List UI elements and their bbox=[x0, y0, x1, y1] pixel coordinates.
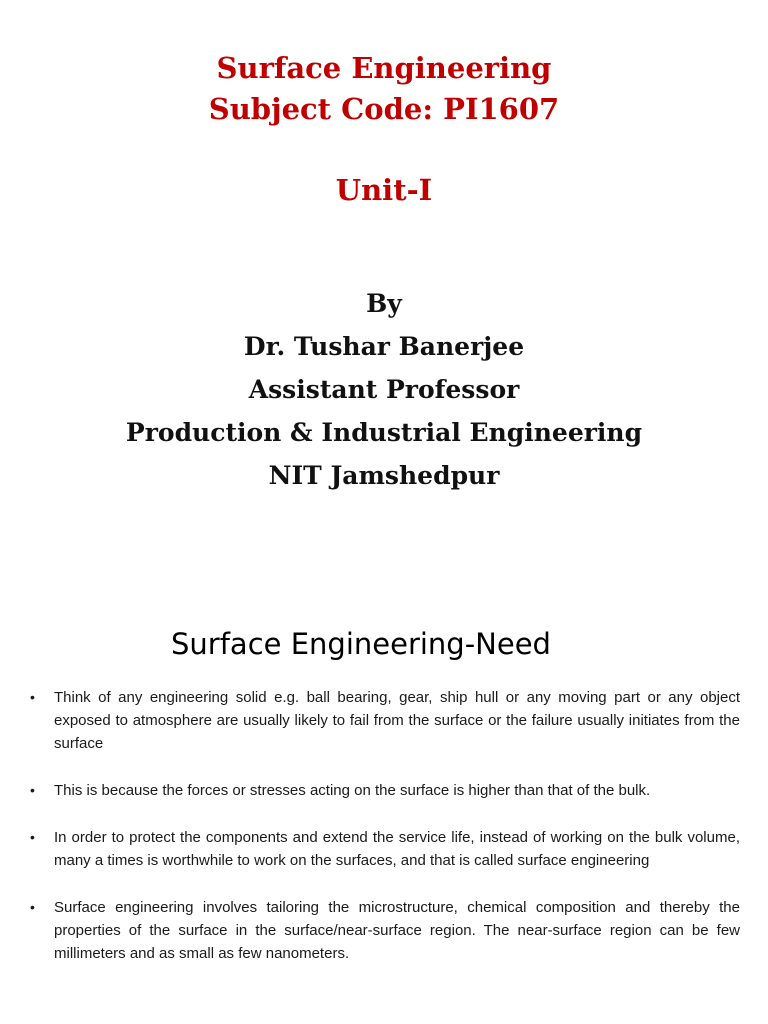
list-item bbox=[30, 896, 740, 965]
bullet-icon: • bbox=[30, 689, 35, 705]
author-institute: NIT Jamshedpur bbox=[268, 461, 500, 490]
author-block bbox=[0, 282, 768, 497]
unit-block bbox=[0, 170, 768, 211]
list-item bbox=[30, 826, 740, 872]
bullet-icon: • bbox=[30, 782, 35, 798]
bullet-text: This is because the forces or stresses acting on the surface is higher than that of the bulk. bbox=[54, 782, 651, 799]
bullet-icon: • bbox=[30, 899, 35, 915]
subject-code: Subject Code: PI1607 bbox=[208, 92, 560, 126]
list-item bbox=[30, 686, 740, 755]
course-title-block bbox=[0, 48, 768, 130]
bullet-icon: • bbox=[30, 829, 35, 845]
slide-heading: Surface Engineering-Need bbox=[171, 627, 551, 661]
need-slide bbox=[0, 596, 768, 1024]
list-item bbox=[30, 779, 740, 802]
by-label: By bbox=[366, 289, 402, 318]
author-department: Production & Industrial Engineering bbox=[125, 418, 643, 447]
bullet-text: Surface engineering involves tailoring the microstructure, chemical composition and thereby the properties of the surface in the surface/near-surface region. The near-surface region can be few millimeters and as small as few nanometers. bbox=[54, 899, 740, 962]
bullet-text: In order to protect the components and extend the service life, instead of working on the bulk volume, many a times is worthwhile to work on the surfaces, and that is called surface engineering bbox=[54, 829, 740, 869]
unit-label: Unit-I bbox=[335, 173, 433, 207]
course-title: Surface Engineering bbox=[216, 51, 552, 85]
bullet-list bbox=[30, 686, 740, 989]
author-designation: Assistant Professor bbox=[248, 375, 520, 404]
bullet-text: Think of any engineering solid e.g. ball bearing, gear, ship hull or any moving part or any object exposed to atmosphere are usually likely to fail from the surface or the failure usually initiates from the surface bbox=[54, 689, 740, 752]
author-name: Dr. Tushar Banerjee bbox=[243, 332, 525, 361]
